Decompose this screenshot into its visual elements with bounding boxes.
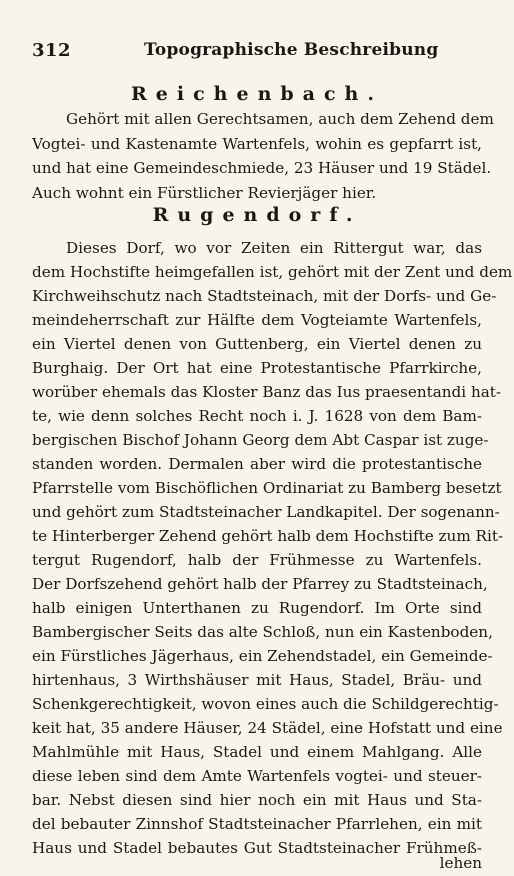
text-line: Der Dorfszehend gehört halb der Pfarrey zu Stadtsteinach,: [32, 575, 488, 593]
text-line: Bambergischer Seits das alte Schloß, nun ein Kastenboden,: [32, 623, 493, 641]
catchword: lehen: [439, 854, 482, 872]
text-line: Kirchweihschutz nach Stadtsteinach, mit der Dorfs- und Ge-: [32, 287, 497, 305]
text-line: halb einigen Unterthanen zu Rugendorf. Im Orte sind: [32, 599, 482, 617]
text-line: Pfarrstelle vom Bischöflichen Ordinariat zu Bamberg besetzt: [32, 479, 502, 497]
page-header: [32, 40, 482, 68]
text-line: standen worden. Dermalen aber wird die protestantische: [32, 455, 482, 473]
text-line: worüber ehemals das Kloster Banz das Ius praesentandi hat-: [32, 383, 502, 401]
text-line: Haus und Stadel bebautes Gut Stadtsteinacher Frühmeß-: [32, 839, 482, 857]
text-line: dem Hochstifte heimgefallen ist, gehört mit der Zent und dem: [32, 263, 513, 281]
page-number: 312: [32, 40, 72, 61]
text-line: te, wie denn solches Recht noch i. J. 1628 von dem Bam-: [32, 407, 482, 425]
section-heading-rugendorf: Rugendorf.: [152, 204, 362, 226]
text-line: und gehört zum Stadtsteinacher Landkapitel. Der sogenann-: [32, 503, 500, 521]
running-title: Topographische Beschreibung: [144, 40, 439, 60]
text-line: Mahlmühle mit Haus, Stadel und einem Mahlgang. Alle: [32, 743, 482, 761]
text-line: te Hinterberger Zehend gehört halb dem Hochstifte zum Rit-: [32, 527, 504, 545]
text-line: tergut Rugendorf, halb der Frühmesse zu Wartenfels.: [32, 551, 482, 569]
section-heading-reichenbach: Reichenbach.: [131, 83, 383, 105]
text-line: Vogtei- und Kastenamte Wartenfels, wohin es gepfarrt ist,: [32, 135, 482, 153]
text-line: keit hat, 35 andere Häuser, 24 Städel, eine Hofstatt und eine: [32, 719, 503, 737]
text-line: diese leben sind dem Amte Wartenfels vogtei- und steuer-: [32, 767, 482, 785]
text-line: ein Fürstliches Jägerhaus, ein Zehendstadel, ein Gemeinde-: [32, 647, 493, 665]
text-line: Dieses Dorf, wo vor Zeiten ein Rittergut war, das: [66, 239, 482, 257]
text-line: Auch wohnt ein Fürstlicher Revierjäger hier.: [32, 184, 377, 202]
text-line: Schenkgerechtigkeit, wovon eines auch die Schildgerechtig-: [32, 695, 499, 713]
text-line: und hat eine Gemeindeschmiede, 23 Häuser und 19 Städel.: [32, 159, 492, 177]
text-line: Burghaig. Der Ort hat eine Protestantische Pfarrkirche,: [32, 359, 482, 377]
text-line: ein Viertel denen von Guttenberg, ein Viertel denen zu: [32, 335, 482, 353]
text-line: bergischen Bischof Johann Georg dem Abt Caspar ist zuge-: [32, 431, 489, 449]
text-line: meindeherrschaft zur Hälfte dem Vogteiamte Wartenfels,: [32, 311, 482, 329]
text-line: bar. Nebst diesen sind hier noch ein mit Haus und Sta-: [32, 791, 482, 809]
text-line: Gehört mit allen Gerechtsamen, auch dem Zehend dem: [66, 110, 494, 128]
text-line: hirtenhaus, 3 Wirthshäuser mit Haus, Stadel, Bräu- und: [32, 671, 482, 689]
text-line: del bebauter Zinnshof Stadtsteinacher Pfarrlehen, ein mit: [32, 815, 482, 833]
